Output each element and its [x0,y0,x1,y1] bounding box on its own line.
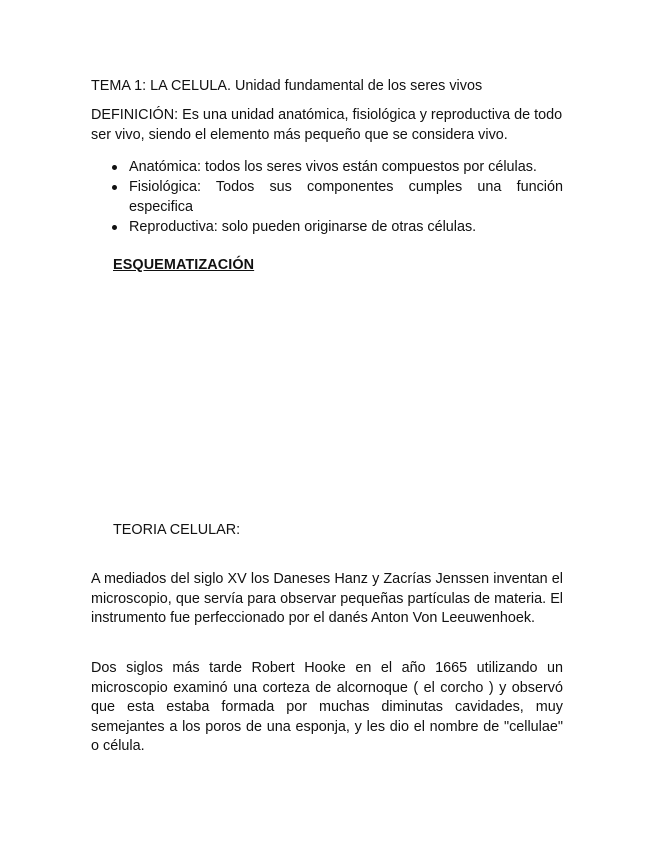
bullet-text: Reproductiva: solo pueden originarse de otras células. [129,219,477,235]
bullet-dot-icon [112,225,117,230]
bullet-text: Fisiológica: Todos sus componentes cumples una función especifica [129,179,563,215]
schema-blank-area [91,282,563,507]
schema-heading: ESQUEMATIZACIÓN [113,257,255,273]
bullet-dot-icon [112,185,117,190]
bullet-text: Anatómica: todos los seres vivos están compuestos por células. [129,159,537,175]
section-heading-teoria-celular: TEORIA CELULAR: [113,522,241,538]
document-title: TEMA 1: LA CELULA. Unidad fundamental de los seres vivos [91,78,483,94]
bullet-item-fisiologica [91,177,563,217]
definition-paragraph: DEFINICIÓN: Es una unidad anatómica, fisiológica y reproductiva de todo ser vivo, siendo el elemento más pequeño que se considera vivo. [91,107,563,143]
paragraph-microscope-history: A mediados del siglo XV los Daneses Hanz y Zacrías Jenssen inventan el microscopio, que servía para observar pequeñas partículas de materia. El instrumento fue perfeccionado por el danés Anton Von Leeuwenhoek. [91,571,563,626]
bullet-item-reproductiva [91,217,563,237]
bullet-dot-icon [112,165,117,170]
paragraph-robert-hooke: Dos siglos más tarde Robert Hooke en el año 1665 utilizando un microscopio examinó una corteza de alcornoque ( el corcho ) y observó que esta estaba formada por muchas diminutas cavidades, muy semejantes a los poros de una esponja, y les dio el nombre de "cellulae" o célula. [91,660,563,754]
definition-bullet-list [91,157,563,237]
bullet-item-anatomica [91,157,563,177]
